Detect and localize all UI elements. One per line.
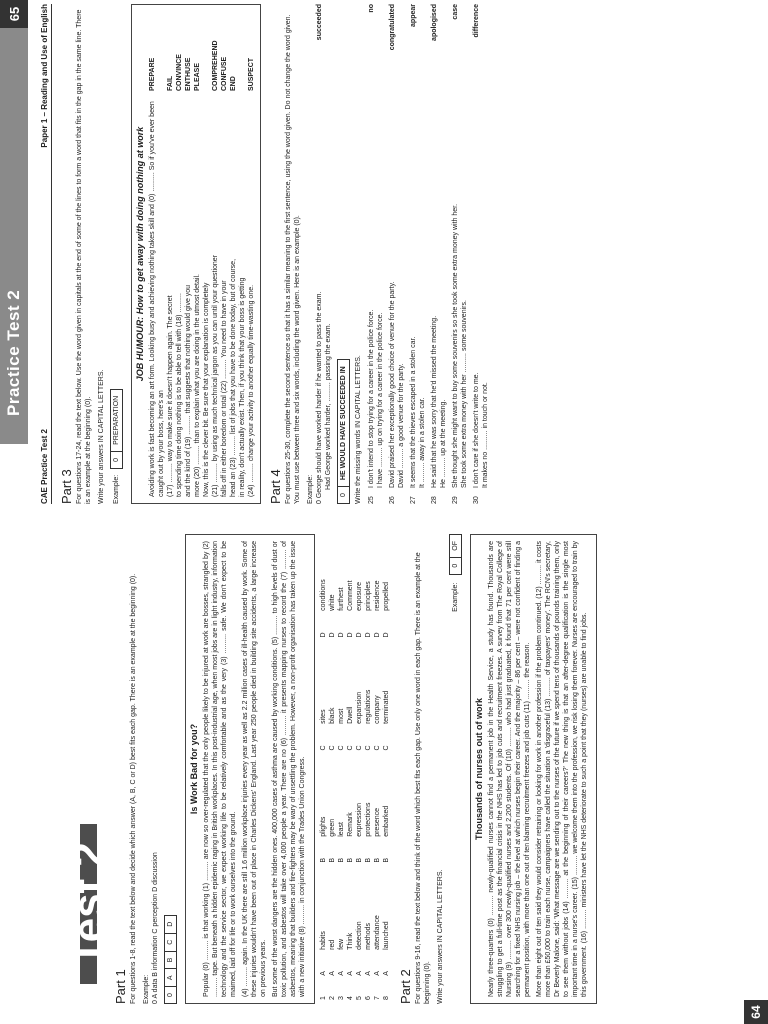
part1-paragraph: (4) .......... again. In the UK there are still 1.6 million workplace injuries every year as well as 2.2 million cases of ill-health caused by work. Some of these injuries wouldn't have been out of place in Charles Dickens' England. Last year 250 people died in building site accidents, a large increase on previous years. xyxy=(242,541,267,997)
option-cell: C xyxy=(356,745,363,751)
part4-item-number: 25 xyxy=(368,496,375,504)
option-cell: A xyxy=(356,971,363,976)
option-cell: detection xyxy=(356,921,363,950)
test-title: Test 2 xyxy=(80,824,97,984)
part4-example-sentence: 0 George should have worked harder if he wanted to pass the exam. xyxy=(316,291,323,504)
option-row xyxy=(373,534,382,1004)
part4-second-sentence[interactable]: It makes no .......... in touch or not. xyxy=(482,382,489,488)
option-cell: 2 xyxy=(329,996,336,1000)
example-cell: OF xyxy=(452,541,459,551)
running-header-left: CAE Practice Test 2 xyxy=(40,429,49,504)
option-cell: Remark xyxy=(347,812,354,837)
part3-line-text: and the kind of (19) .......... that suggests that nothing would give you xyxy=(185,284,192,497)
example-cell: A xyxy=(165,968,176,986)
part1-example-line: 0 A data B information C perception D discussion xyxy=(152,852,159,1004)
option-cell: C xyxy=(365,745,372,751)
part4-second-sentence[interactable]: It .......... away in a stolen car. xyxy=(419,397,426,488)
option-cell: furthest xyxy=(338,587,345,611)
example-cell: 0 xyxy=(165,986,176,1003)
part3-line-word xyxy=(202,11,211,91)
option-cell: Comment xyxy=(347,580,354,611)
option-cell: terminated xyxy=(383,690,390,724)
practice-test-title: Practice Test 2 xyxy=(4,289,23,416)
example-cell: 0 xyxy=(338,486,349,503)
part2-instructions: For questions 9-16, read the text below and think of the word which best fits each gap. Use only one word in each gap. There is an example at the beginning (0). xyxy=(415,552,431,1004)
option-cell: 6 xyxy=(365,996,372,1000)
part2-paragraph: Nearly three-quarters (0) .......... newly-qualified nurses cannot find a permanent job in the Health Service, a study has found. Thousands are struggling to get a full-time post as the financial crisis in the NHS has led to job cuts and recruitment freezes. A survey from The Royal College of Nursing (9) .......... over 300 newly-qualified nurses and 2,200 students. Of (10) .......... who had just graduated, it found that 71 per cent were still searching for a fixed NHS nursing job – the level at which nurses begin their career. And the majority – 86 per cent – were not confident of finding a permanent position, with more than one out of ten blaming recruitment freezes and job cuts (11) .......... the reason. xyxy=(488,541,531,997)
part1-paragraph: But some of the worst dangers are the hidden ones. 400,000 cases of asthma are caused by working conditions. (5) .......... to high levels of dust or toxic pollution, and asbestos will take over 4,000 people a year. There are no (6) .......... it presents mapping nurses to record the (7) .......... of asbestos, meaning that builders and fire-fighters may be wary of unsettling the problem. However, a non-profit organisation has taken up the issue with a new initiative (8) .......... in conjunction with the Trades Union Congress. xyxy=(272,541,306,997)
part4-first-sentence: It seems that the thieves escaped in a stolen car. xyxy=(410,336,417,488)
option-cell: conditions xyxy=(320,579,327,611)
option-cell: white xyxy=(329,594,336,611)
left-column xyxy=(40,534,601,1004)
option-row xyxy=(337,534,346,1004)
option-row xyxy=(319,534,328,1004)
part4-item xyxy=(430,4,448,504)
option-cell: D xyxy=(383,632,390,638)
part4-example-answer-box xyxy=(337,359,350,504)
option-cell: A xyxy=(383,971,390,976)
example-cell: C xyxy=(165,933,176,951)
part4-second-sentence[interactable]: She took some extra money with her .......... some souvenirs. xyxy=(461,300,468,488)
part3-line-text: to spending time doing nothing is to be able to tell with (18) .......... xyxy=(176,293,183,497)
part4-item-number: 29 xyxy=(452,496,459,504)
part2-paragraph: More than eight out of ten said they would consider retraining or looking for work in another profession if the problem continued. (12) .......... it costs more than £50,000 to train each nurse, campaigners have called the situation a 'disgraceful (13) .......... of taxpayers' money'. The RCN's secretary, Dr Beverly Malone, said: 'What message are we sending out to the nurses of the future if we spend tens of thousands of pounds training them, only to see them without jobs (14) .......... at the beginning of their careers?' The new thing is that an after-degree qualification is the single most important time in a nurse's career. (15) .......... we welcome them into the profession, we risk losing them forever. Nurses are encouraged to train by this government. (16) .......... ministers have let the NHS deteriorate to such a point that they (nurses) are unable to find jobs. xyxy=(536,541,588,997)
option-row xyxy=(382,534,391,1004)
part2-example-label: Example: xyxy=(452,582,459,612)
option-row xyxy=(355,534,364,1004)
part1-paragraph: Popular (0) .......... is that working (1) .......... are now so over-regulated that the only people likely to be injured at work are bosses, strangled by (2) .......... tape. But beneath a hidden epidemic raging in British workplaces. In this post-industrial age, when most jobs are in light industry, information technology and the service sector, we expect working life to be relatively comfortable and as the very (3) .......... safe. We don't expect to be maimed, laid off for life or to work ourselves into the ground. xyxy=(203,541,237,997)
part4-example-label: Example: xyxy=(307,474,314,504)
option-cell: principles xyxy=(365,581,372,611)
example-cell: B xyxy=(165,951,176,969)
part3-line-text: Avoiding work is fast becoming an art form. Looking busy and achieving nothing takes skill and (0) .......... So if you've ever been caught out by your boss, here's an xyxy=(149,101,165,497)
part4-item-sentences xyxy=(430,94,448,488)
part4-item xyxy=(451,4,469,504)
option-cell: A xyxy=(320,971,327,976)
part3-example-box xyxy=(110,389,123,469)
option-cell: green xyxy=(329,818,336,837)
option-row xyxy=(346,534,355,1004)
option-cell: launched xyxy=(383,921,390,950)
option-cell: A xyxy=(338,971,345,976)
option-cell: 5 xyxy=(356,996,363,1000)
part3-line-word: CONFUSE xyxy=(221,56,228,91)
option-cell: B xyxy=(374,858,381,863)
option-cell: Think xyxy=(347,932,354,950)
part4-example-word: succeeded xyxy=(316,4,323,41)
part3-caps-note: Write your answers IN CAPITAL LETTERS. xyxy=(98,369,105,504)
part3-example-label: Example: xyxy=(113,474,120,504)
option-cell: C xyxy=(329,745,336,751)
example-cell: PREPARATION xyxy=(113,395,120,445)
part1-example-box xyxy=(164,915,177,1004)
option-cell: D xyxy=(347,632,354,638)
part3-text-box xyxy=(131,4,261,504)
option-cell: residence xyxy=(374,580,381,611)
option-cell: expansion xyxy=(356,691,363,724)
part3-line-text: (17) .......... way to make sure it doesn't happen again. The secret xyxy=(167,295,174,497)
option-cell: plights xyxy=(320,816,327,837)
example-cell: 0 xyxy=(111,451,122,468)
part3-line-word: COMPREHEND xyxy=(212,40,219,91)
option-cell: A xyxy=(365,971,372,976)
option-cell: embarked xyxy=(383,805,390,837)
option-cell: D xyxy=(320,632,327,638)
part4-items xyxy=(367,4,490,504)
part3-line-word: END xyxy=(230,76,237,91)
option-cell: C xyxy=(320,745,327,751)
part4-instructions: For questions 25-30, complete the second sentence so that it has a similar meaning to the first sentence, using the word given. Do not change the word given. You must use between three and six words, including the word given. Here is an example (0). xyxy=(285,14,301,504)
part4-first-sentence: David praised her exceptionally good choice of venue for the party. xyxy=(389,281,396,488)
part1-heading: Part 1 xyxy=(113,969,128,1004)
option-cell: C xyxy=(374,745,381,751)
part3-line-word xyxy=(238,11,247,91)
option-cell: C xyxy=(338,745,345,751)
part4-first-sentence: I don't intend to stop trying for a career in the police force. xyxy=(368,309,375,488)
part3-line-word: PLEASE xyxy=(194,62,201,91)
footer-page-number: 64 xyxy=(744,1000,768,1024)
part3-line-text: more (20) .......... than to explain what you are doing in the utmost detail. xyxy=(194,274,201,497)
part3-line-text: Now, this is the clever bit. Be sure that your explanation is completely xyxy=(203,282,210,497)
option-cell: B xyxy=(365,858,372,863)
option-cell: attendance xyxy=(374,915,381,950)
part3-line-word: CONVINCE xyxy=(176,54,183,91)
part2-heading: Part 2 xyxy=(398,969,413,1004)
example-cell: D xyxy=(167,921,174,927)
part3-line-word: ENTHUSE xyxy=(185,57,192,91)
part4-item-sentences xyxy=(451,94,469,488)
option-cell: D xyxy=(365,632,372,638)
part4-first-sentence: She thought she might want to buy some souvenirs so she took some extra money with her. xyxy=(452,203,459,488)
part4-first-sentence: I don't care if she doesn't write to me. xyxy=(473,372,480,488)
option-cell: few xyxy=(338,938,345,950)
part4-item-number: 27 xyxy=(410,496,417,504)
part4-item-sentences xyxy=(409,94,427,488)
part3-line-text: head an (23) .......... list of jobs that you have to be done today, but of course, xyxy=(230,258,237,497)
part3-line-word: FAIL xyxy=(167,75,174,91)
part3-line-text: falls off in either boredom or total (22) .......... You need to have in your xyxy=(221,280,228,497)
option-cell: 1 xyxy=(320,996,327,1000)
option-cell: 8 xyxy=(383,996,390,1000)
option-cell: black xyxy=(329,707,336,724)
option-cell: sites xyxy=(320,709,327,724)
part3-line-text: (21) .......... by using as much technical jargon as you can until your questioner xyxy=(212,254,219,497)
option-cell: 3 xyxy=(338,996,345,1000)
example-cell: HE WOULD HAVE SUCCEEDED IN xyxy=(340,366,347,481)
part4-item-sentences xyxy=(472,94,490,488)
part4-item xyxy=(388,4,406,504)
part4-second-sentence[interactable]: He .......... up at the meeting. xyxy=(440,399,447,488)
option-cell: propelled xyxy=(383,582,390,611)
part4-item-number: 30 xyxy=(473,496,480,504)
page-number: 65 xyxy=(0,0,28,28)
option-cell: D xyxy=(338,632,345,638)
option-cell: B xyxy=(383,858,390,863)
option-row xyxy=(328,534,337,1004)
option-cell: D xyxy=(329,632,336,638)
option-cell: B xyxy=(347,858,354,863)
part1-text-title: Is Work Bad for you? xyxy=(189,723,199,815)
part4-caps-note: Write the missing words IN CAPITAL LETTERS. xyxy=(355,355,362,504)
part3-text-title: JOB HUMOUR: How to get away with doing nothing at work xyxy=(135,126,145,382)
part4-item-sentences xyxy=(367,94,385,488)
option-cell: Dwell xyxy=(347,706,354,724)
option-cell: D xyxy=(374,632,381,638)
part4-item-sentences xyxy=(388,94,406,488)
option-cell: A xyxy=(329,971,336,976)
part4-heading: Part 4 xyxy=(268,469,283,504)
part3-instructions: For questions 17-24, read the text below. Use the word given in capitals at the end of some of the lines to form a word that fits in the gap in the same line. There is an example at the beginning (0). xyxy=(76,9,92,504)
option-cell: least xyxy=(338,822,345,837)
option-cell: exposure xyxy=(356,582,363,611)
option-cell: B xyxy=(338,858,345,863)
part3-line-text: in reality, don't actually exist. Then, if you think that your boss is getting xyxy=(239,277,246,497)
right-column xyxy=(40,4,493,504)
part2-text-title: Thousands of nurses out of work xyxy=(474,698,484,841)
option-cell: protections xyxy=(365,802,372,837)
part4-item xyxy=(367,4,385,504)
option-cell: C xyxy=(383,745,390,751)
part4-keyword: case xyxy=(452,4,459,20)
part1-instructions: For questions 1-8, read the text below and decide which answer (A, B, C or D) best fits each gap. There is an example at the beginning (0). xyxy=(130,573,137,1004)
option-cell: C xyxy=(347,745,354,751)
part1-options-table xyxy=(319,534,391,1004)
part4-item xyxy=(409,4,427,504)
part3-lines xyxy=(148,11,256,497)
option-cell: company xyxy=(374,695,381,724)
part2-text-box xyxy=(470,534,597,1004)
practice-test-banner xyxy=(0,0,28,444)
part1-text-box xyxy=(185,534,315,1004)
part2-caps-note: Write your answers IN CAPITAL LETTERS. xyxy=(437,869,444,1004)
part4-second-sentence[interactable]: I have .......... up on trying for a career in the police force. xyxy=(377,312,384,488)
part4-keyword: appear xyxy=(410,4,417,27)
option-cell: B xyxy=(320,858,327,863)
option-cell: 4 xyxy=(347,996,354,1000)
option-cell: B xyxy=(329,858,336,863)
option-cell: most xyxy=(338,708,345,724)
option-cell: regulations xyxy=(365,689,372,724)
option-cell: presence xyxy=(374,808,381,837)
part3-line-text: (24) .......... change your activity to another equally time-wasting one. xyxy=(248,284,255,497)
part4-item-number: 26 xyxy=(389,496,396,504)
part3-line-word: SUSPECT xyxy=(248,57,255,91)
running-header xyxy=(40,4,52,504)
part3-heading: Part 3 xyxy=(59,469,74,504)
option-cell: A xyxy=(347,971,354,976)
part4-keyword: apologised xyxy=(431,4,438,41)
part3-line-word: PREPARE xyxy=(149,57,156,91)
running-header-right: Paper 1 – Reading and Use of English xyxy=(40,4,49,148)
example-cell: 0 xyxy=(450,557,461,574)
part4-second-sentence[interactable]: David .......... a good venue for the party. xyxy=(398,363,405,488)
option-cell: habits xyxy=(320,931,327,950)
option-cell: red xyxy=(329,939,336,950)
part4-item xyxy=(472,4,490,504)
part1-example-label: Example: xyxy=(143,974,150,1004)
part2-example-box xyxy=(449,534,462,575)
option-cell: A xyxy=(374,971,381,976)
option-cell: methods xyxy=(365,922,372,950)
option-row xyxy=(364,534,373,1004)
option-cell: D xyxy=(356,632,363,638)
part4-example-gap: Had George worked harder, .......... passing the exam. xyxy=(325,323,332,490)
part4-first-sentence: He said that he was sorry that he'd missed the meeting. xyxy=(431,315,438,488)
part4-keyword: no xyxy=(368,4,375,13)
part4-item-number: 28 xyxy=(431,496,438,504)
part4-keyword: difference xyxy=(473,4,480,38)
option-cell: B xyxy=(356,858,363,863)
option-cell: expression xyxy=(356,802,363,837)
option-cell: 7 xyxy=(374,996,381,1000)
part4-keyword: congratulated xyxy=(389,4,396,51)
